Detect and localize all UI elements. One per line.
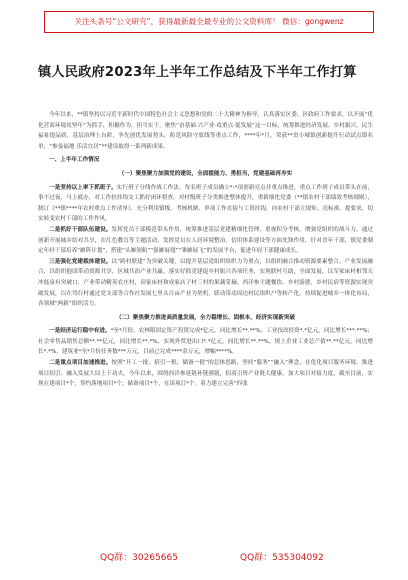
paragraph-lead: 一是坚持以上率下抓班子。 [49,184,117,191]
body-paragraph [38,257,373,310]
body-paragraph [38,326,373,358]
qq-group-1: QQ群：30265665 [100,553,178,563]
subsection-heading: （二）聚焦聚力推进高质量发展，全力稳增长、固根本，经济实现新突破 [115,314,295,321]
body-paragraph [38,183,373,225]
paragraph-text: 按照“开工一批、招引一批、储备一批”的总体思路，坚持“服务”“融入”理念，在优化项目服务环境、推进项目招引、融入发展大局上下功夫。今年以来，围绕西洋参延链补链强链，招商引资产业链大健康。加大项目对接力度，截至目前，实现在建项目*个，签约落地项目*个，储备项目*个，在谈项目*个。着力建立完善“四张 [38,360,373,388]
subsection-heading: （一）聚焦聚力加强党的建设，全面提能力、勇担当，党建基础再夯实 [118,170,293,177]
paragraph-lead: 三是强化党建载体建设。 [49,258,112,265]
paragraph-text: 实行班子分线作战工作法，每名班子成员确立*-*项创新亮点并重点推进，重点工作班子成员带头在前，事不过夜，马上就办，对工作拉挂钩交工抓好闭环督查。对村级班子分类推进整体提升，重新细化党委（**镇农村干部绩效考核细则），制订《**镇****年农村重点工作清单》，充分利用镇级、考核机制、单项工作直接与工资挂钩，向农村干部立规矩、亮标准、提要求，切实转变农村干部的工作作风。 [38,184,373,223]
qq-group-2: QQ群：535304092 [240,553,324,563]
body-paragraph [38,358,373,390]
body-paragraph [38,225,373,257]
paragraph-lead: 二是抓好干部队伍建设。 [49,226,112,233]
intro-paragraph: 今年以来，**镇坚持以习近平新时代中国特色社会主义思想和党的二十大精神为指导，认真落实区委、区政府工作要求，以开展“优化营商环境攻坚年”为抓手，积极作为，担当实干，聚焦“奋基础·兴产业·攻重点·促发展”这一目标，统筹推进经济发展、乡村振兴、民生福祉提品质、基层治理上台阶，争先创优发展势头，防范风险守底线等重点工作，****年*月，荣获**省小城镇创新提升行动试点镇名单，“参曼福地 乐活宜居”**建设取得一系列新成果。 [38,112,373,150]
paragraph-text: *至*月份，农林限固定资产投资完成*亿元，同比增长**.**%；工业技改投资*.*亿元，同比增长***.**%；社会零售品销售总额**.**亿元，同比增长**.*%，实现外贸进出口*.*亿元，同比增长**.**%，规上企业工业总产值**.**亿元，同比增长*.*%，建筑业*至*月份任务数***万元，目前已完成****余万元，增幅****%。 [38,328,373,356]
document-title: 镇人民政府2023年上半年工作总结及下半年工作打算 [38,65,357,80]
paragraph-lead: 一是经济运行稳中有进。 [49,328,111,335]
promo-banner: 关注头条号“公文研究”，获得最新最全最专业的公文资料库！ 微信：gongwenz [44,11,374,33]
paragraph-lead: 二是重点项目加速推进。 [49,360,112,367]
paragraph-text: 发挥党员干部模范带头作用，统筹推进基层党建精细化管理，重视积分考核，增强党组织的战斗力，通过创新开展城乡结对共享，在红色教育等主题活动，发挥党员在人居环境整治、信用体系建设等方面先锋作用，针对青年干部，镇党委制定年轻干部培养“雁阵计划”，搭建“头雁领航”“强雁展翅”“雏雁展飞”的发展平台，促进年轻干部健康成长。 [38,226,373,255]
document-body [38,110,373,390]
paragraph-text: 以“跨村联建”为突破关键，以提升基层党组织组织力为重点，以组织融合推动资源要素整合，产业发展融合，以组织抱团带动资源共享，区域共治产业共赢，落实好抓党建促乡村振兴各项任务，实现联村互助，全面发展，以军家床村相邻天冲磊泉有突破口，产业带动精英农庄村，田家床村和成家店子村三村的果蔬采摘、西洋参主题餐饮、乡村游憩，乡村民宿等资源实现突破发展，以在骂行村通过党支部等合作社发展七里头百亩产业为契机，联动带动周边村民组织户等转产化，持续促进城乡一体化布局，各领域“两新”组织活力。 [38,258,373,308]
section-heading: 一、上半年工作情况 [49,157,100,164]
footer-contact [0,547,408,569]
